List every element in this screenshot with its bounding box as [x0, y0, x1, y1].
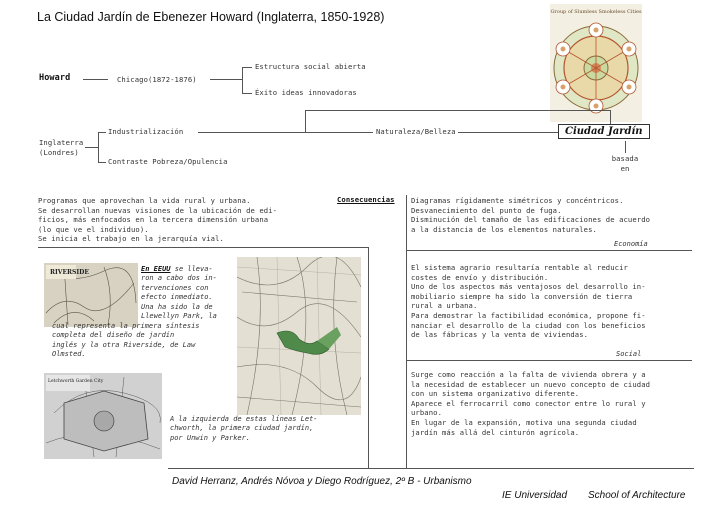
connector-line	[83, 79, 108, 80]
connector-line	[242, 93, 252, 94]
eeuu-cont-line: inglés y la otra Riverside, de Law	[52, 340, 196, 349]
connector-line	[85, 147, 98, 148]
connector-line	[242, 67, 243, 93]
social-text-block	[411, 370, 650, 437]
diagramas-line: Desvanecimiento del punto de fuga.	[411, 205, 562, 215]
economia-line: rural a urbana.	[411, 301, 478, 311]
economia-line: mobiliario siempre ha sido la conversión de tierra	[411, 291, 633, 301]
social-line: urbano.	[411, 408, 442, 418]
economia-line: El sistema agrario resultaría rentable al reducir	[411, 263, 628, 272]
social-line: la necesidad de establecer un nuevo concepto de ciudad	[411, 379, 651, 389]
exito-label: Éxito ideas innovadoras	[255, 88, 357, 97]
diagramas-line: Disminución del tamaño de las edificaciones de acuerdo	[411, 215, 651, 225]
eeuu-text-block	[141, 265, 237, 321]
en-label: en	[620, 164, 630, 173]
eeuu-line: se lleva-	[170, 265, 213, 273]
consecuencias-label: Consecuencias	[337, 195, 395, 204]
connector-line	[98, 132, 99, 162]
social-line: En lugar de la expansión, motiva una segunda ciudad	[411, 417, 637, 427]
eeuu-line: Una ha sido la de	[141, 302, 213, 311]
connector-line	[305, 110, 610, 111]
basada-label: basada	[611, 154, 639, 163]
eeuu-line: tervenciones con	[141, 283, 209, 292]
naturaleza-label: Naturaleza/Belleza	[376, 127, 456, 136]
connector-line	[305, 110, 306, 132]
londres-label: (Londres)	[39, 148, 79, 157]
left-text-line: (lo que ve el individuo).	[38, 224, 149, 234]
eeuu-cont-line: Olmsted.	[52, 350, 86, 359]
caption-line: chworth, la primera ciudad jardín,	[170, 424, 314, 433]
eeuu-line: Llewellyn Park, la	[141, 312, 217, 321]
economia-line: Para demostrar la factibilidad económica, propone fi-	[411, 310, 646, 320]
eeuu-lead: En EEUU	[141, 265, 171, 273]
economia-line: de las fábricas y la venta de viviendas.	[411, 330, 589, 340]
connector-line	[98, 132, 106, 133]
riverside-image-label: RIVERSIDE	[50, 269, 89, 276]
left-text-line: ficios, más enfocados en la tercera dimensión urbana	[38, 215, 269, 225]
eeuu-line: efecto inmediato.	[141, 293, 213, 302]
inglaterra-label: Inglaterra	[39, 138, 84, 147]
social-line: jardín más allá del cinturón agrícola.	[411, 427, 580, 437]
connector-line	[38, 247, 368, 248]
eeuu-cont-block	[52, 322, 238, 360]
left-text-line: Se inicia el trabajo en la jerarquía vial.	[38, 234, 224, 244]
economia-label: Economía	[614, 240, 648, 248]
connector-line	[458, 132, 558, 133]
social-line: Aparece el ferrocarril como conector entre lo rural y	[411, 398, 646, 408]
economia-line: costes de envío y distribución.	[411, 272, 549, 282]
diagramas-line: Diagramas rígidamente simétricos y concéntricos.	[411, 196, 624, 205]
letchworth-plan-image	[44, 373, 162, 459]
footer-university: IE Universidad	[502, 490, 568, 501]
chicago-label: Chicago(1872-1876)	[117, 75, 197, 84]
diagramas-line: a la distancia de los elementos naturales.	[411, 224, 597, 234]
connector-line	[625, 141, 626, 153]
left-text-line: Se desarrollan nuevas visiones de la ubicación de edi-	[38, 205, 278, 215]
caption-line: A la izquierda de estas líneas Let-	[170, 415, 318, 423]
page-title: La Ciudad Jardín de Ebenezer Howard (Inglaterra, 1850-1928)	[37, 10, 385, 24]
industrializacion-label: Industrialización	[108, 127, 184, 136]
footer-authors: David Herranz, Andrés Nóvoa y Diego Rodríguez, 2º B - Urbanismo	[172, 476, 472, 487]
garden-city-diagram	[550, 4, 642, 122]
letchworth-caption	[170, 415, 360, 443]
economia-text-block	[411, 263, 646, 340]
connector-line	[406, 360, 692, 361]
contraste-label: Contraste Pobreza/Opulencia	[108, 157, 228, 166]
diagram-caption: Group of Slumless Smokeless Cities	[550, 9, 642, 15]
llewellyn-park-map-image	[237, 257, 361, 415]
connector-line	[406, 195, 407, 468]
connector-line	[210, 79, 242, 80]
social-line: Surge como reacción a la falta de vivienda obrera y a	[411, 370, 646, 379]
eeuu-line: ron a cabo dos in-	[141, 274, 217, 283]
caption-line: por Unwin y Parker.	[170, 433, 251, 442]
eeuu-cont-line: completa del diseño de jardín	[52, 331, 175, 340]
connector-line	[406, 250, 692, 251]
letchworth-image-label: Letchworth Garden City	[48, 379, 104, 384]
connector-line	[198, 132, 373, 133]
footer-divider	[168, 468, 694, 469]
left-text-line: Programas que aprovechan la vida rural y urbana.	[38, 196, 251, 205]
riverside-plan-image	[44, 263, 138, 327]
left-text-block	[38, 196, 277, 244]
ciudad-jardin-label: Ciudad Jardín	[558, 124, 650, 139]
diagramas-text-block	[411, 196, 650, 234]
connector-line	[610, 110, 611, 125]
estructura-label: Estructura social abierta	[255, 62, 366, 71]
howard-label: Howard	[39, 73, 71, 83]
connector-line	[98, 162, 106, 163]
economia-line: nanciar el desarrollo de la ciudad con los beneficios	[411, 320, 646, 330]
connector-line	[242, 67, 252, 68]
social-line: con un sistema organizativo diferente.	[411, 389, 580, 399]
economia-line: Uno de los aspectos más ventajosos del desarrollo in-	[411, 282, 646, 292]
social-label: Social	[616, 350, 642, 358]
eeuu-cont-line: cual representa la primera síntesis	[52, 322, 200, 330]
connector-line	[368, 247, 369, 469]
footer-school: School of Architecture	[588, 490, 686, 501]
